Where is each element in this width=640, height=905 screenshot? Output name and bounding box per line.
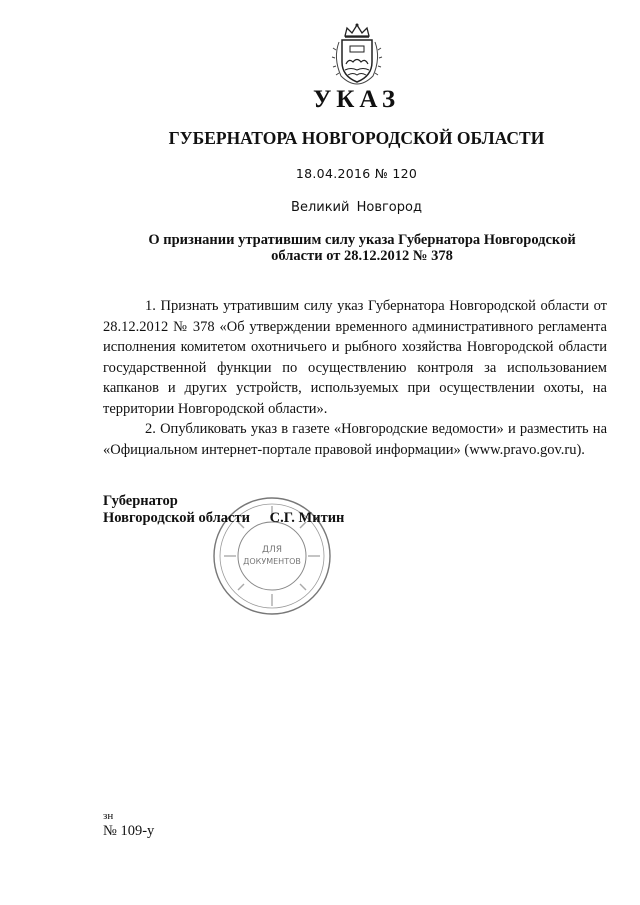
- registration-number: № 109-у: [103, 823, 155, 839]
- document-title: УКАЗ: [312, 86, 401, 113]
- signature-position-line2: Новгородской области: [103, 510, 250, 526]
- coat-of-arms-icon: [329, 22, 385, 86]
- paragraph-2: 2. Опубликовать указ в газете «Новгородские ведомости» и разместить на «Официальном интернет-портале правовой информации» (www.pravo.gov.ru).: [103, 421, 607, 458]
- paragraph-1: 1. Признать утратившим силу указ Губернатора Новгородской области от 28.12.2012 № 378 «Об утверждении временного административного регламента исполнения комитетом охотничьего и рыбного хозяйства Новгородской области государственной функции по осуществлению контроля за использованием капканов и других устройств, используемых при осуществлении охоты, на территории Новгородской области».: [103, 298, 607, 417]
- document-date-number: 18.04.2016 № 120: [295, 166, 418, 181]
- signature-block: [103, 493, 344, 527]
- stamp-text-line2: ДОКУМЕНТОВ: [243, 557, 301, 566]
- signature-position-line1: Губернатор: [103, 493, 178, 509]
- document-body: [103, 296, 607, 460]
- signature-name: С.Г. Митин: [269, 510, 345, 526]
- executor-initials: зн: [103, 810, 114, 822]
- registration-footer: [103, 810, 154, 840]
- document-heading: О признании утратившим силу указа Губернатора Новгородской области от 28.12.2012 № 378: [148, 232, 576, 264]
- document-city: Великий Новгород: [291, 200, 422, 215]
- document-subtitle: ГУБЕРНАТОРА НОВГОРОДСКОЙ ОБЛАСТИ: [168, 128, 545, 148]
- stamp-text-line1: ДЛЯ: [261, 545, 283, 555]
